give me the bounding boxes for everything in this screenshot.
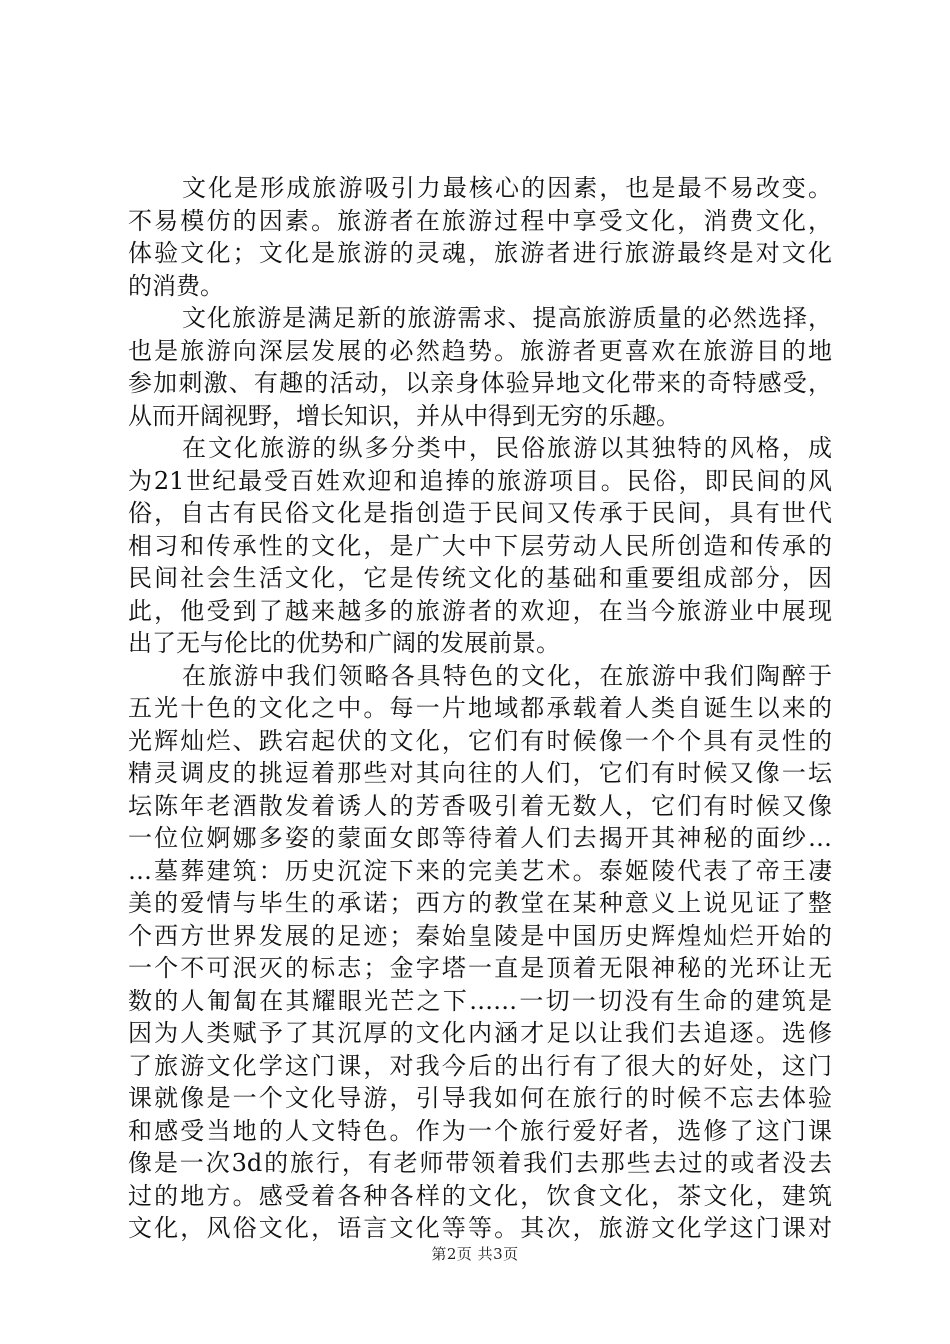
text-line: 和感受当地的人文特色。作为一个旅行爱好者，选修了这门课 [128,1116,832,1145]
text-line: 也是旅游向深层发展的必然趋势。旅游者更喜欢在旅游目的地 [128,336,832,365]
text-line: 坛陈年老酒散发着诱人的芳香吸引着无数人，它们有时候又像 [128,791,832,820]
text-line: 光辉灿烂、跌宕起伏的文化，它们有时候像一个个具有灵性的 [128,726,832,755]
text-line: 一位位婀娜多姿的蒙面女郎等待着人们去揭开其神秘的面纱… [128,824,832,852]
page-footer: 第2页 共3页 [431,1245,519,1263]
text-line: 因为人类赋予了其沉厚的文化内涵才足以让我们去追逐。选修 [128,1019,832,1047]
text-line: 个西方世界发展的足迹；秦始皇陵是中国历史辉煌灿烂开始的 [128,921,832,950]
paragraph-4 [128,660,832,1245]
text-line: 民间社会生活文化，它是传统文化的基础和重要组成部分，因 [128,564,832,592]
text-line: 从而开阔视野，增长知识，并从中得到无穷的乐趣。 [128,401,680,430]
text-line: 一个不可泯灭的标志；金字塔一直是顶着无限神秘的光环让无 [128,954,832,982]
text-line: 此，他受到了越来越多的旅游者的欢迎，在当今旅游业中展现 [128,596,832,625]
text-line: 在旅游中我们领略各具特色的文化，在旅游中我们陶醉于 [182,661,832,690]
text-line: 像是一次3d的旅行，有老师带领着我们去那些去过的或者没去 [128,1149,832,1177]
text-line: 相习和传承性的文化，是广大中下层劳动人民所创造和传承的 [128,531,832,560]
text-line: 五光十色的文化之中。每一片地域都承载着人类自诞生以来的 [128,694,832,722]
text-line: 体验文化；文化是旅游的灵魂，旅游者进行旅游最终是对文化 [128,239,832,267]
document-body [128,172,832,1245]
text-line: 了旅游文化学这门课，对我今后的出行有了很大的好处，这门 [128,1051,832,1080]
text-line: 精灵调皮的挑逗着那些对其向往的人们，它们有时候又像一坛 [128,759,832,787]
text-line: 俗，自古有民俗文化是指创造于民间又传承于民间，具有世代 [128,499,832,527]
paragraph-3 [128,432,832,660]
text-line: 为21世纪最受百姓欢迎和追捧的旅游项目。民俗，即民间的风 [128,466,832,495]
text-line: 文化是形成旅游吸引力最核心的因素，也是最不易改变。 [182,174,832,202]
paragraph-2 [128,302,832,432]
paragraph-1 [128,172,832,302]
text-line: 出了无与伦比的优势和广阔的发展前景。 [128,629,560,657]
text-line: 课就像是一个文化导游，引导我如何在旅行的时候不忘去体验 [128,1084,832,1112]
text-line: 的消费。 [128,271,224,300]
text-line: 数的人匍匐在其耀眼光芒之下……一切一切没有生命的建筑是 [128,986,832,1015]
text-line: 在文化旅游的纵多分类中，民俗旅游以其独特的风格，成 [182,434,832,462]
text-line: …墓葬建筑：历史沉淀下来的完美艺术。泰姬陵代表了帝王凄 [128,856,832,885]
text-line: 美的爱情与毕生的承诺；西方的教堂在某种意义上说见证了整 [128,889,832,917]
text-line: 参加刺激、有趣的活动，以亲身体验异地文化带来的奇特感受， [128,369,832,397]
text-line: 过的地方。感受着各种各样的文化，饮食文化，茶文化，建筑 [128,1181,832,1210]
text-line: 文化，风俗文化，语言文化等等。其次，旅游文化学这门课对 [128,1214,832,1242]
text-line: 不易模仿的因素。旅游者在旅游过程中享受文化，消费文化， [128,206,832,235]
text-line: 文化旅游是满足新的旅游需求、提高旅游质量的必然选择， [182,304,832,332]
